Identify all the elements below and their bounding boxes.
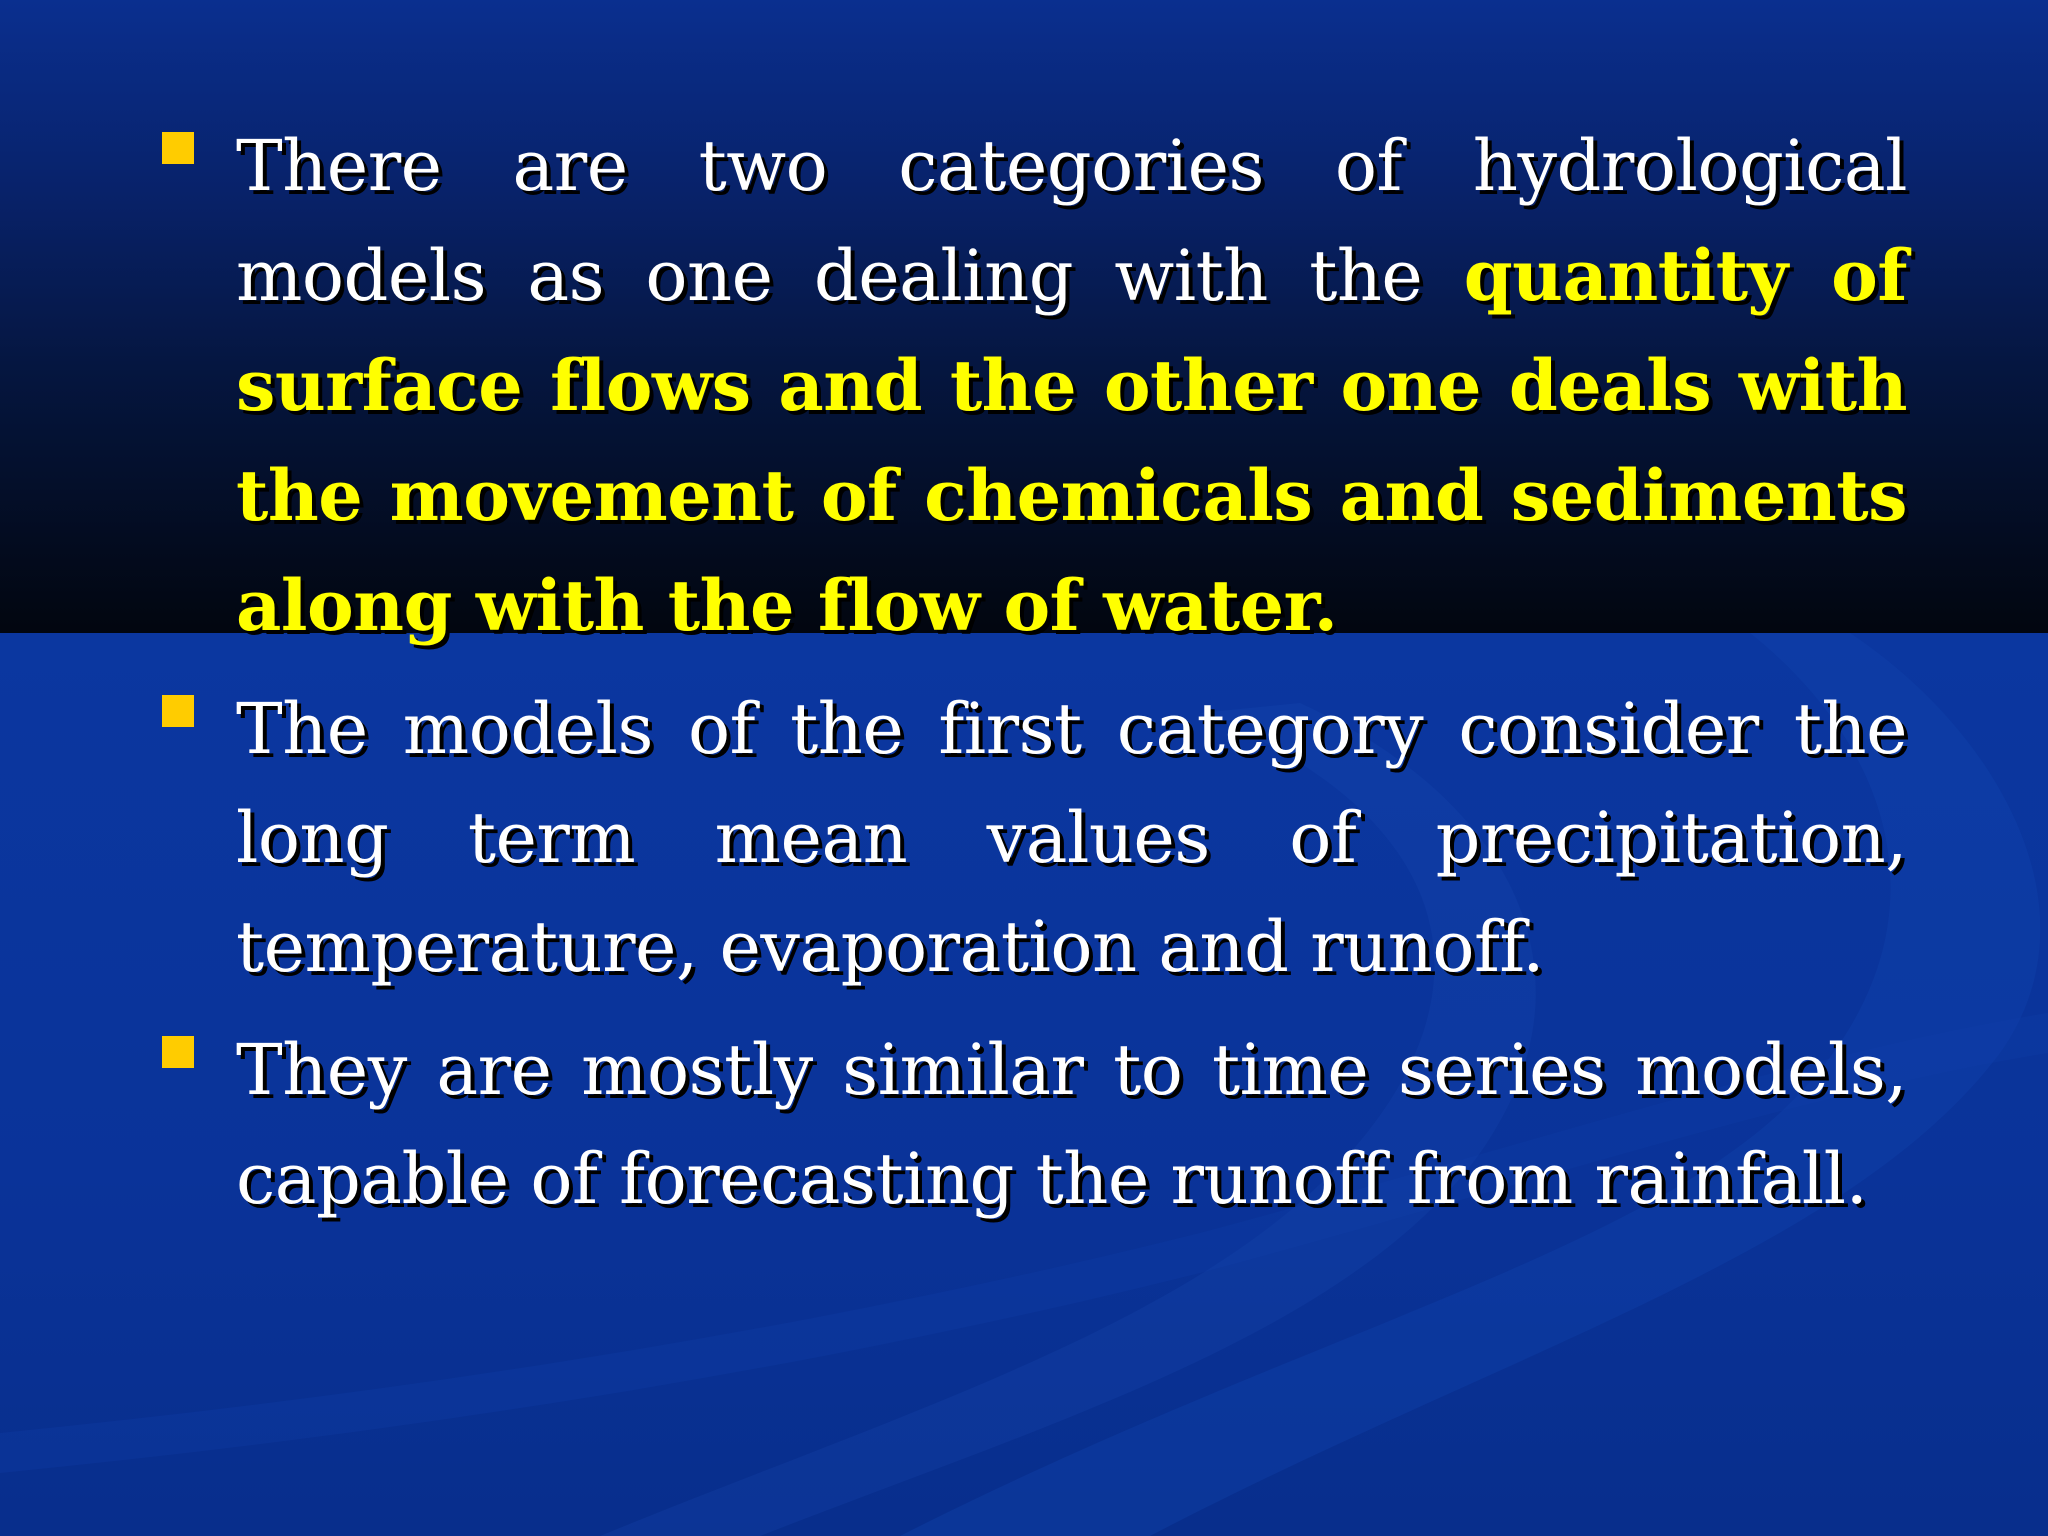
bullet-text-2 <box>236 675 1907 1002</box>
square-bullet-icon <box>162 132 194 164</box>
bullet-1-highlight-text: quantity of surface flows and the other one deals with the movement of chemicals and sediments along with the flow of water. <box>236 234 1907 647</box>
square-bullet-icon <box>162 695 194 727</box>
bullet-item-2 <box>162 675 1907 1002</box>
square-bullet-icon <box>162 1036 194 1068</box>
bullet-list <box>162 112 1907 1248</box>
bullet-item-1 <box>162 112 1907 661</box>
bullet-item-3 <box>162 1016 1907 1234</box>
bullet-3-text: They are mostly similar to time series models, capable of forecasting the runoff from rainfall. <box>236 1029 1907 1220</box>
bullet-2-text: The models of the first category consider the long term mean values of precipitation, temperature, evaporation and runoff. <box>236 688 1907 988</box>
bullet-text-1 <box>236 112 1907 661</box>
bullet-1-plain-text: There are two categories of hydrological models as one dealing with the <box>236 125 1907 317</box>
bullet-text-3 <box>236 1016 1907 1234</box>
